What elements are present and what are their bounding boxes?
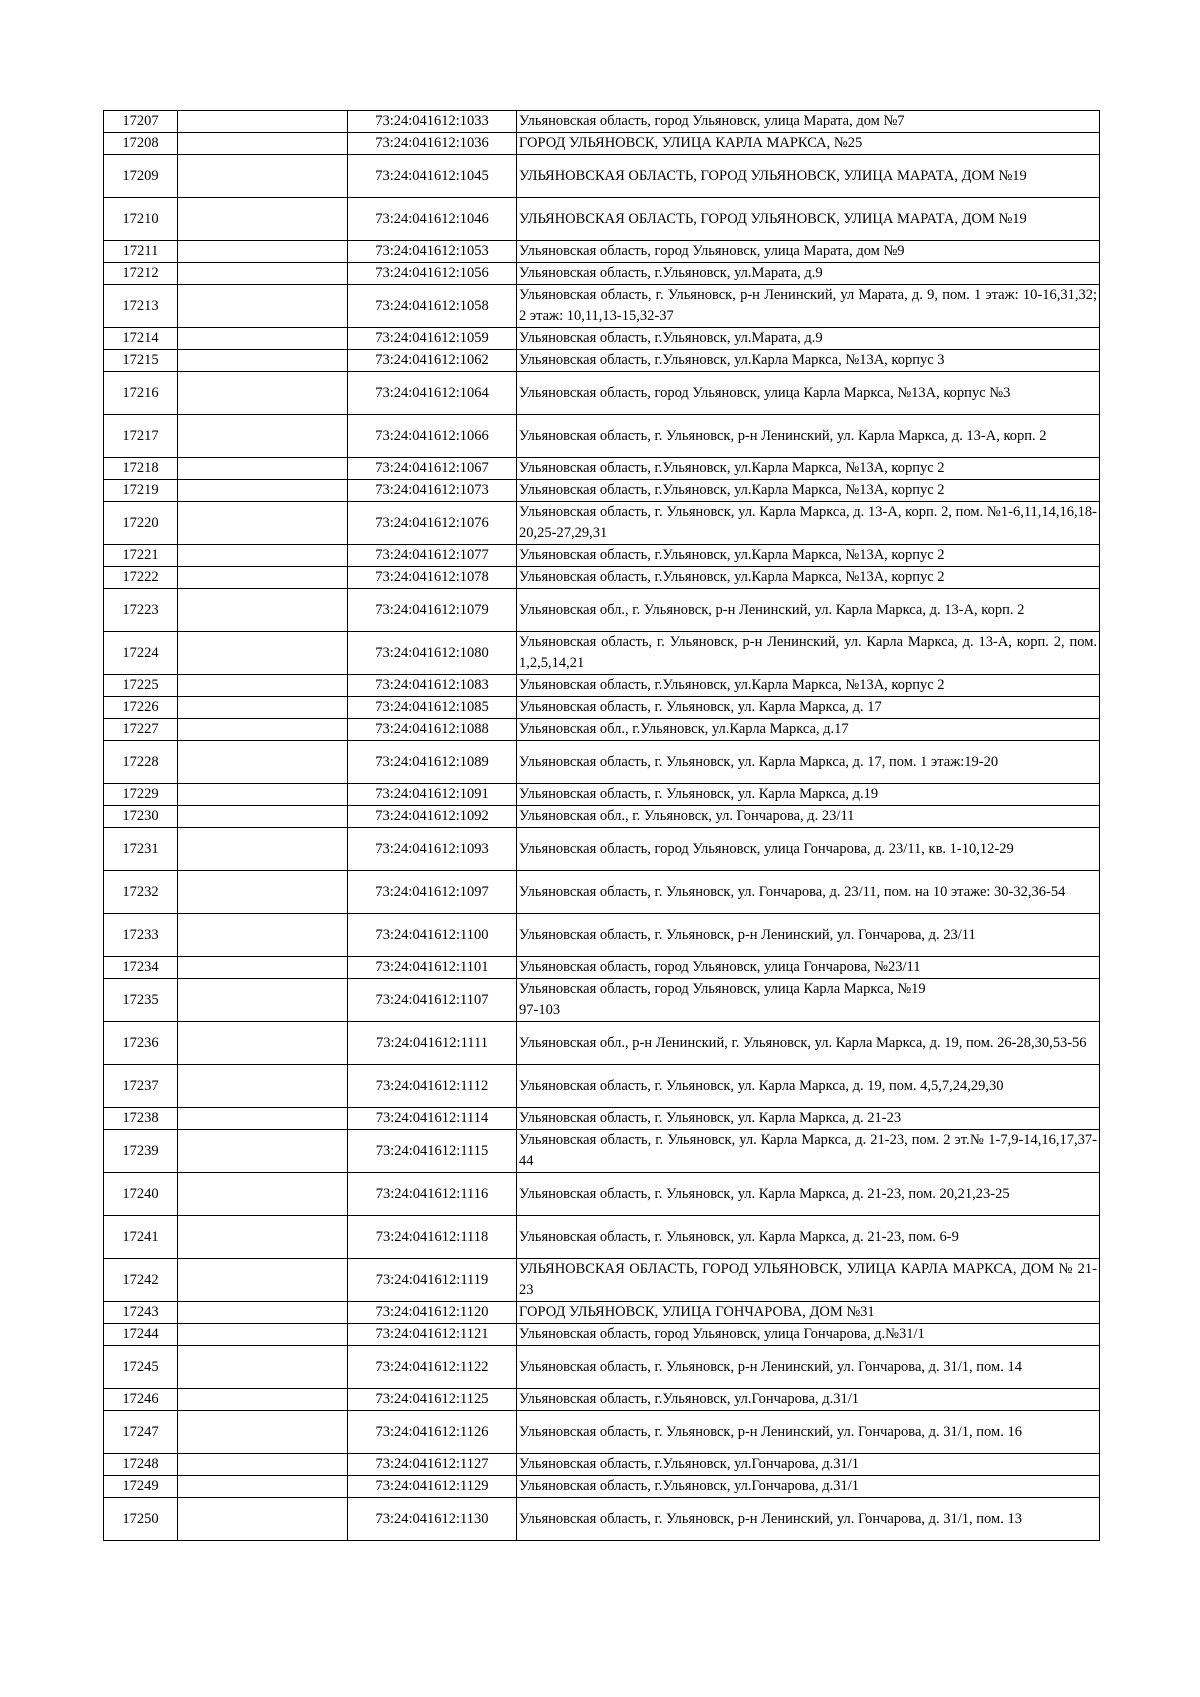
address: Ульяновская область, г. Ульяновск, ул. Карла Маркса, д. 17 (517, 697, 1100, 719)
table-row (104, 1454, 1100, 1476)
row-number: 17235 (104, 979, 178, 1022)
table-row (104, 914, 1100, 957)
address: УЛЬЯНОВСКАЯ ОБЛАСТЬ, ГОРОД УЛЬЯНОВСК, УЛИЦА МАРАТА, ДОМ №19 (517, 198, 1100, 241)
address: Ульяновская область, г.Ульяновск, ул.Карла Маркса, №13А, корпус 3 (517, 350, 1100, 372)
table-row (104, 372, 1100, 415)
empty-cell (178, 697, 348, 719)
cadastral-number: 73:24:041612:1083 (348, 675, 517, 697)
empty-cell (178, 914, 348, 957)
address: Ульяновская область, г. Ульяновск, ул. Карла Маркса, д. 19, пом. 4,5,7,24,29,30 (517, 1065, 1100, 1108)
document-page (103, 110, 1099, 1541)
table-row (104, 1324, 1100, 1346)
empty-cell (178, 285, 348, 328)
cadastral-number: 73:24:041612:1059 (348, 328, 517, 350)
empty-cell (178, 719, 348, 741)
table-row (104, 741, 1100, 784)
table-row (104, 458, 1100, 480)
address: Ульяновская область, город Ульяновск, улица Гончарова, д. 23/11, кв. 1-10,12-29 (517, 828, 1100, 871)
address: Ульяновская область, г.Ульяновск, ул.Карла Маркса, №13А, корпус 2 (517, 675, 1100, 697)
table-row (104, 263, 1100, 285)
empty-cell (178, 806, 348, 828)
table-row (104, 1173, 1100, 1216)
table-row (104, 285, 1100, 328)
row-number: 17222 (104, 567, 178, 589)
cadastral-number: 73:24:041612:1085 (348, 697, 517, 719)
address: Ульяновская область, г. Ульяновск, р-н Ленинский, ул. Гончарова, д. 31/1, пом. 16 (517, 1411, 1100, 1454)
row-number: 17229 (104, 784, 178, 806)
empty-cell (178, 1022, 348, 1065)
empty-cell (178, 1173, 348, 1216)
address: Ульяновская обл., г. Ульяновск, р-н Ленинский, ул. Карла Маркса, д. 13-А, корп. 2 (517, 589, 1100, 632)
cadastral-number: 73:24:041612:1122 (348, 1346, 517, 1389)
address: Ульяновская область, г. Ульяновск, ул. Карла Маркса, д. 21-23, пом. 6-9 (517, 1216, 1100, 1259)
row-number: 17209 (104, 155, 178, 198)
cadastral-number: 73:24:041612:1091 (348, 784, 517, 806)
row-number: 17219 (104, 480, 178, 502)
table-row (104, 1259, 1100, 1302)
row-number: 17218 (104, 458, 178, 480)
empty-cell (178, 1476, 348, 1498)
empty-cell (178, 1108, 348, 1130)
address: Ульяновская область, город Ульяновск, улица Карла Маркса, №19 97-103 (517, 979, 1100, 1022)
empty-cell (178, 1389, 348, 1411)
row-number: 17244 (104, 1324, 178, 1346)
row-number: 17213 (104, 285, 178, 328)
address: Ульяновская обл., г.Ульяновск, ул.Карла Маркса, д.17 (517, 719, 1100, 741)
address: УЛЬЯНОВСКАЯ ОБЛАСТЬ, ГОРОД УЛЬЯНОВСК, УЛИЦА КАРЛА МАРКСА, ДОМ № 21-23 (517, 1259, 1100, 1302)
table-row (104, 957, 1100, 979)
cadastral-table (103, 110, 1100, 1541)
table-row (104, 133, 1100, 155)
cadastral-number: 73:24:041612:1077 (348, 545, 517, 567)
table-row (104, 1065, 1100, 1108)
table-row (104, 1022, 1100, 1065)
table-row (104, 198, 1100, 241)
table-row (104, 155, 1100, 198)
row-number: 17231 (104, 828, 178, 871)
address: Ульяновская область, г.Ульяновск, ул.Карла Маркса, №13А, корпус 2 (517, 567, 1100, 589)
empty-cell (178, 589, 348, 632)
row-number: 17208 (104, 133, 178, 155)
empty-cell (178, 350, 348, 372)
row-number: 17216 (104, 372, 178, 415)
cadastral-number: 73:24:041612:1125 (348, 1389, 517, 1411)
empty-cell (178, 502, 348, 545)
cadastral-number: 73:24:041612:1114 (348, 1108, 517, 1130)
empty-cell (178, 741, 348, 784)
empty-cell (178, 1259, 348, 1302)
row-number: 17224 (104, 632, 178, 675)
cadastral-number: 73:24:041612:1097 (348, 871, 517, 914)
cadastral-number: 73:24:041612:1079 (348, 589, 517, 632)
address: Ульяновская область, город Ульяновск, улица Марата, дом №9 (517, 241, 1100, 263)
empty-cell (178, 784, 348, 806)
table-row (104, 632, 1100, 675)
empty-cell (178, 1302, 348, 1324)
table-row (104, 1130, 1100, 1173)
empty-cell (178, 480, 348, 502)
row-number: 17215 (104, 350, 178, 372)
cadastral-number: 73:24:041612:1119 (348, 1259, 517, 1302)
table-body (104, 111, 1100, 1541)
empty-cell (178, 328, 348, 350)
empty-cell (178, 198, 348, 241)
row-number: 17234 (104, 957, 178, 979)
row-number: 17237 (104, 1065, 178, 1108)
address: Ульяновская область, город Ульяновск, улица Марата, дом №7 (517, 111, 1100, 133)
cadastral-number: 73:24:041612:1062 (348, 350, 517, 372)
cadastral-number: 73:24:041612:1092 (348, 806, 517, 828)
table-row (104, 502, 1100, 545)
cadastral-number: 73:24:041612:1116 (348, 1173, 517, 1216)
row-number: 17211 (104, 241, 178, 263)
empty-cell (178, 415, 348, 458)
table-row (104, 350, 1100, 372)
table-row (104, 589, 1100, 632)
address: Ульяновская область, г. Ульяновск, ул. Карла Маркса, д.19 (517, 784, 1100, 806)
address: Ульяновская область, г.Ульяновск, ул.Марата, д.9 (517, 328, 1100, 350)
cadastral-number: 73:24:041612:1127 (348, 1454, 517, 1476)
table-row (104, 545, 1100, 567)
address: Ульяновская область, г. Ульяновск, р-н Ленинский, ул. Карла Маркса, д. 13-А, корп. 2 (517, 415, 1100, 458)
cadastral-number: 73:24:041612:1066 (348, 415, 517, 458)
row-number: 17243 (104, 1302, 178, 1324)
empty-cell (178, 1216, 348, 1259)
address: Ульяновская область, г.Ульяновск, ул.Гончарова, д.31/1 (517, 1476, 1100, 1498)
cadastral-number: 73:24:041612:1046 (348, 198, 517, 241)
empty-cell (178, 155, 348, 198)
address: Ульяновская область, г. Ульяновск, ул. Карла Маркса, д. 21-23 (517, 1108, 1100, 1130)
row-number: 17250 (104, 1498, 178, 1541)
row-number: 17207 (104, 111, 178, 133)
empty-cell (178, 1411, 348, 1454)
row-number: 17236 (104, 1022, 178, 1065)
cadastral-number: 73:24:041612:1093 (348, 828, 517, 871)
address: Ульяновская обл., р-н Ленинский, г. Ульяновск, ул. Карла Маркса, д. 19, пом. 26-28,30,53-56 (517, 1022, 1100, 1065)
row-number: 17226 (104, 697, 178, 719)
row-number: 17223 (104, 589, 178, 632)
empty-cell (178, 632, 348, 675)
row-number: 17239 (104, 1130, 178, 1173)
cadastral-number: 73:24:041612:1036 (348, 133, 517, 155)
table-row (104, 697, 1100, 719)
cadastral-number: 73:24:041612:1056 (348, 263, 517, 285)
cadastral-number: 73:24:041612:1064 (348, 372, 517, 415)
empty-cell (178, 1130, 348, 1173)
row-number: 17245 (104, 1346, 178, 1389)
address: ГОРОД УЛЬЯНОВСК, УЛИЦА КАРЛА МАРКСА, №25 (517, 133, 1100, 155)
table-row (104, 1498, 1100, 1541)
table-row (104, 979, 1100, 1022)
table-row (104, 1108, 1100, 1130)
row-number: 17233 (104, 914, 178, 957)
address: ГОРОД УЛЬЯНОВСК, УЛИЦА ГОНЧАРОВА, ДОМ №31 (517, 1302, 1100, 1324)
empty-cell (178, 111, 348, 133)
address: Ульяновская область, г. Ульяновск, р-н Ленинский, ул. Карла Маркса, д. 13-А, корп. 2, пом. 1,2,5,14,21 (517, 632, 1100, 675)
address: Ульяновская область, г.Ульяновск, ул.Карла Маркса, №13А, корпус 2 (517, 545, 1100, 567)
cadastral-number: 73:24:041612:1115 (348, 1130, 517, 1173)
row-number: 17210 (104, 198, 178, 241)
empty-cell (178, 1454, 348, 1476)
address: Ульяновская область, г. Ульяновск, ул. Карла Маркса, д. 13-А, корп. 2, пом. №1-6,11,14,16,18-20,25-27,29,31 (517, 502, 1100, 545)
row-number: 17220 (104, 502, 178, 545)
address: Ульяновская область, г. Ульяновск, ул. Гончарова, д. 23/11, пом. на 10 этаже: 30-32,36-54 (517, 871, 1100, 914)
cadastral-number: 73:24:041612:1101 (348, 957, 517, 979)
address: Ульяновская область, г.Ульяновск, ул.Карла Маркса, №13А, корпус 2 (517, 480, 1100, 502)
row-number: 17247 (104, 1411, 178, 1454)
address: Ульяновская область, город Ульяновск, улица Гончарова, №23/11 (517, 957, 1100, 979)
cadastral-number: 73:24:041612:1033 (348, 111, 517, 133)
table-row (104, 241, 1100, 263)
empty-cell (178, 372, 348, 415)
cadastral-number: 73:24:041612:1080 (348, 632, 517, 675)
table-row (104, 784, 1100, 806)
cadastral-number: 73:24:041612:1078 (348, 567, 517, 589)
row-number: 17228 (104, 741, 178, 784)
cadastral-number: 73:24:041612:1045 (348, 155, 517, 198)
cadastral-number: 73:24:041612:1118 (348, 1216, 517, 1259)
cadastral-number: 73:24:041612:1121 (348, 1324, 517, 1346)
cadastral-number: 73:24:041612:1120 (348, 1302, 517, 1324)
cadastral-number: 73:24:041612:1107 (348, 979, 517, 1022)
empty-cell (178, 871, 348, 914)
row-number: 17230 (104, 806, 178, 828)
address: УЛЬЯНОВСКАЯ ОБЛАСТЬ, ГОРОД УЛЬЯНОВСК, УЛИЦА МАРАТА, ДОМ №19 (517, 155, 1100, 198)
address: Ульяновская область, город Ульяновск, улица Карла Маркса, №13А, корпус №3 (517, 372, 1100, 415)
row-number: 17214 (104, 328, 178, 350)
row-number: 17212 (104, 263, 178, 285)
empty-cell (178, 263, 348, 285)
row-number: 17249 (104, 1476, 178, 1498)
row-number: 17241 (104, 1216, 178, 1259)
empty-cell (178, 133, 348, 155)
address: Ульяновская область, г. Ульяновск, ул. Карла Маркса, д. 17, пом. 1 этаж:19-20 (517, 741, 1100, 784)
table-row (104, 480, 1100, 502)
cadastral-number: 73:24:041612:1112 (348, 1065, 517, 1108)
address: Ульяновская область, г. Ульяновск, р-н Ленинский, ул. Гончарова, д. 31/1, пом. 14 (517, 1346, 1100, 1389)
row-number: 17242 (104, 1259, 178, 1302)
row-number: 17225 (104, 675, 178, 697)
address: Ульяновская область, г.Ульяновск, ул.Гончарова, д.31/1 (517, 1389, 1100, 1411)
table-row (104, 871, 1100, 914)
table-row (104, 675, 1100, 697)
cadastral-number: 73:24:041612:1053 (348, 241, 517, 263)
cadastral-number: 73:24:041612:1129 (348, 1476, 517, 1498)
row-number: 17221 (104, 545, 178, 567)
address: Ульяновская область, г.Ульяновск, ул.Марата, д.9 (517, 263, 1100, 285)
row-number: 17238 (104, 1108, 178, 1130)
table-row (104, 1411, 1100, 1454)
cadastral-number: 73:24:041612:1073 (348, 480, 517, 502)
empty-cell (178, 1065, 348, 1108)
row-number: 17217 (104, 415, 178, 458)
empty-cell (178, 241, 348, 263)
empty-cell (178, 828, 348, 871)
cadastral-number: 73:24:041612:1100 (348, 914, 517, 957)
row-number: 17227 (104, 719, 178, 741)
row-number: 17248 (104, 1454, 178, 1476)
table-row (104, 1476, 1100, 1498)
empty-cell (178, 957, 348, 979)
address: Ульяновская область, город Ульяновск, улица Гончарова, д.№31/1 (517, 1324, 1100, 1346)
cadastral-number: 73:24:041612:1058 (348, 285, 517, 328)
table-row (104, 111, 1100, 133)
address: Ульяновская область, г. Ульяновск, р-н Ленинский, ул. Гончарова, д. 23/11 (517, 914, 1100, 957)
address: Ульяновская область, г. Ульяновск, ул. Карла Маркса, д. 21-23, пом. 2 эт.№ 1-7,9-14,16,17,37-44 (517, 1130, 1100, 1173)
empty-cell (178, 567, 348, 589)
row-number: 17246 (104, 1389, 178, 1411)
address: Ульяновская область, г. Ульяновск, р-н Ленинский, ул Марата, д. 9, пом. 1 этаж: 10-16,31,32; 2 этаж: 10,11,13-15,32-37 (517, 285, 1100, 328)
cadastral-number: 73:24:041612:1088 (348, 719, 517, 741)
empty-cell (178, 1324, 348, 1346)
empty-cell (178, 979, 348, 1022)
empty-cell (178, 1346, 348, 1389)
table-row (104, 328, 1100, 350)
cadastral-number: 73:24:041612:1126 (348, 1411, 517, 1454)
row-number: 17240 (104, 1173, 178, 1216)
empty-cell (178, 545, 348, 567)
table-row (104, 415, 1100, 458)
address: Ульяновская обл., г. Ульяновск, ул. Гончарова, д. 23/11 (517, 806, 1100, 828)
table-row (104, 1389, 1100, 1411)
row-number: 17232 (104, 871, 178, 914)
cadastral-number: 73:24:041612:1067 (348, 458, 517, 480)
address: Ульяновская область, г.Ульяновск, ул.Гончарова, д.31/1 (517, 1454, 1100, 1476)
table-row (104, 806, 1100, 828)
table-row (104, 719, 1100, 741)
table-row (104, 567, 1100, 589)
cadastral-number: 73:24:041612:1111 (348, 1022, 517, 1065)
address: Ульяновская область, г. Ульяновск, р-н Ленинский, ул. Гончарова, д. 31/1, пом. 13 (517, 1498, 1100, 1541)
empty-cell (178, 458, 348, 480)
address: Ульяновская область, г.Ульяновск, ул.Карла Маркса, №13А, корпус 2 (517, 458, 1100, 480)
empty-cell (178, 675, 348, 697)
table-row (104, 1346, 1100, 1389)
table-row (104, 1302, 1100, 1324)
empty-cell (178, 1498, 348, 1541)
cadastral-number: 73:24:041612:1076 (348, 502, 517, 545)
cadastral-number: 73:24:041612:1089 (348, 741, 517, 784)
address: Ульяновская область, г. Ульяновск, ул. Карла Маркса, д. 21-23, пом. 20,21,23-25 (517, 1173, 1100, 1216)
table-row (104, 1216, 1100, 1259)
cadastral-number: 73:24:041612:1130 (348, 1498, 517, 1541)
table-row (104, 828, 1100, 871)
